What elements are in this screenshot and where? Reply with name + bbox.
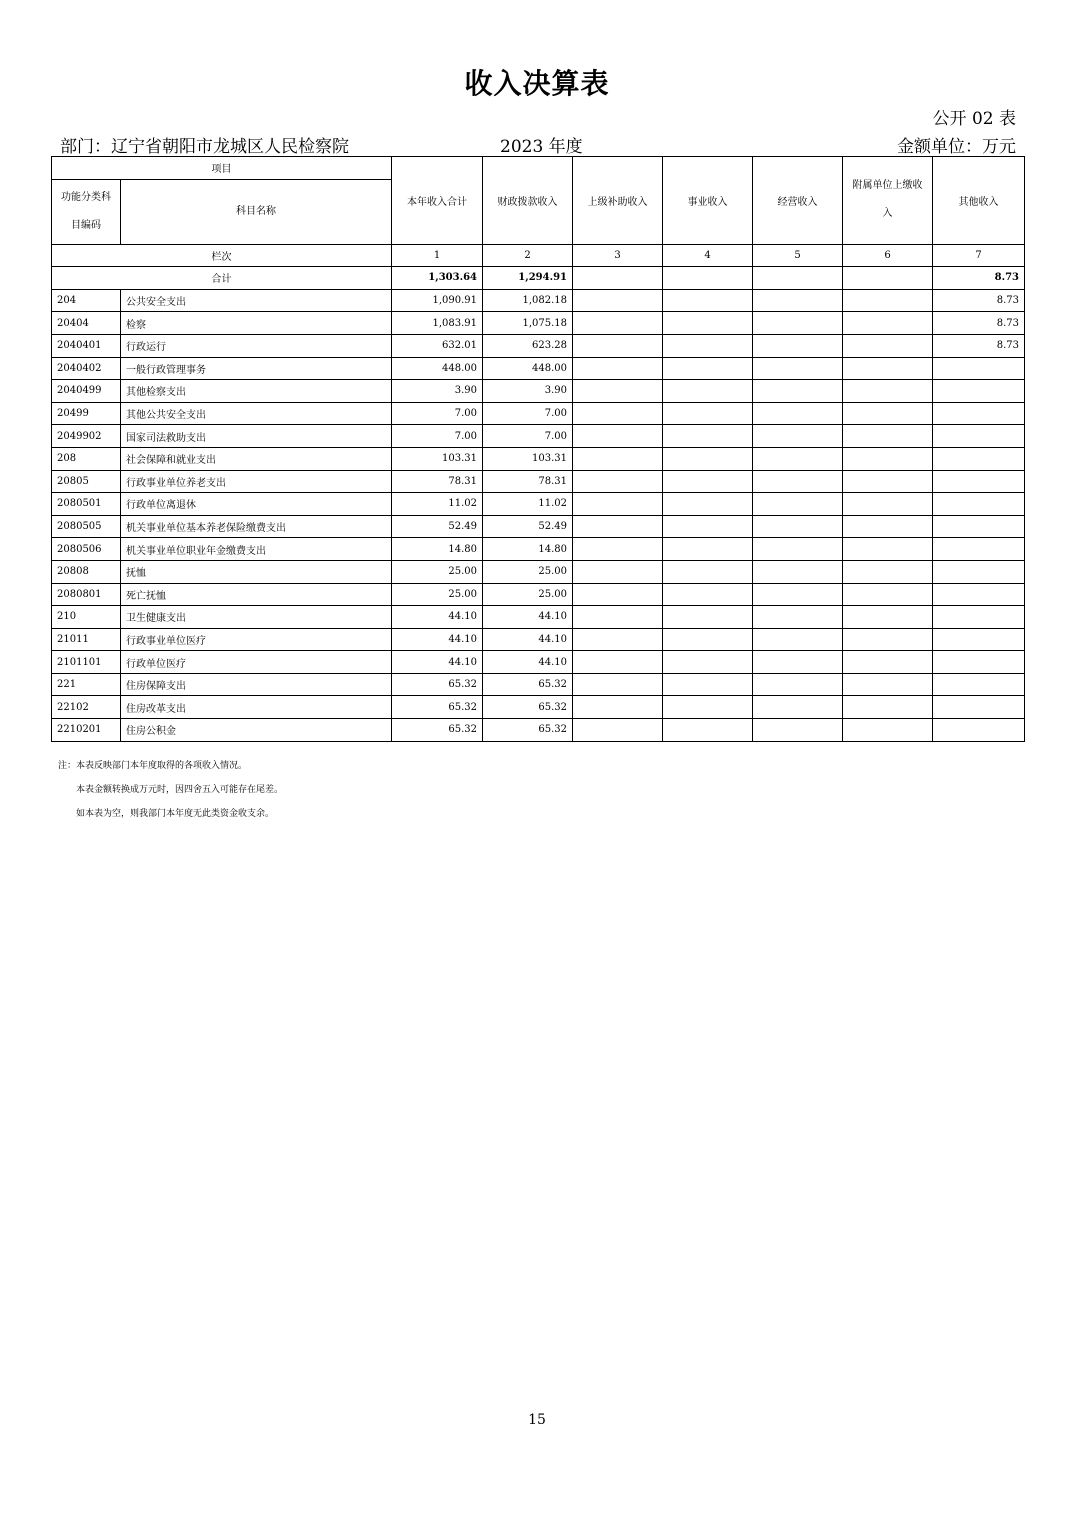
row-operating: [753, 673, 843, 696]
row-total: 632.01: [392, 334, 483, 357]
row-business: [663, 606, 753, 629]
row-name: 行政事业单位医疗: [121, 628, 392, 651]
unit-label: 金额单位：万元: [897, 137, 1016, 157]
row-total: 25.00: [392, 560, 483, 583]
row-operating: [753, 447, 843, 470]
row-superior: [573, 651, 663, 674]
row-business: [663, 357, 753, 380]
row-name: 机关事业单位基本养老保险缴费支出: [121, 515, 392, 538]
row-business: [663, 696, 753, 719]
row-other: [933, 560, 1025, 583]
table-row: [52, 538, 1025, 561]
row-operating: [753, 560, 843, 583]
row-business: [663, 493, 753, 516]
row-affiliated: [843, 312, 933, 335]
row-name: 行政单位离退休: [121, 493, 392, 516]
row-superior: [573, 493, 663, 516]
row-total: 44.10: [392, 628, 483, 651]
row-name: 一般行政管理事务: [121, 357, 392, 380]
row-code: 2040402: [52, 357, 121, 380]
row-fiscal: 3.90: [483, 380, 573, 403]
header-affiliated: 附属单位上缴收入: [843, 157, 933, 245]
row-superior: [573, 470, 663, 493]
table-row: [52, 719, 1025, 742]
row-other: [933, 425, 1025, 448]
row-code: 208: [52, 447, 121, 470]
row-affiliated: [843, 493, 933, 516]
row-code: 21011: [52, 628, 121, 651]
row-name: 公共安全支出: [121, 289, 392, 312]
row-total: 3.90: [392, 380, 483, 403]
col-num: 2: [483, 244, 573, 267]
row-total: 1,083.91: [392, 312, 483, 335]
row-business: [663, 583, 753, 606]
row-operating: [753, 583, 843, 606]
row-other: [933, 515, 1025, 538]
row-name: 抚恤: [121, 560, 392, 583]
row-affiliated: [843, 289, 933, 312]
row-affiliated: [843, 515, 933, 538]
row-operating: [753, 719, 843, 742]
sum-total: 1,303.64: [392, 267, 483, 290]
row-total: 7.00: [392, 425, 483, 448]
row-other: 8.73: [933, 334, 1025, 357]
income-table: [51, 156, 1025, 742]
row-affiliated: [843, 560, 933, 583]
row-business: [663, 719, 753, 742]
row-name: 其他公共安全支出: [121, 402, 392, 425]
row-superior: [573, 583, 663, 606]
col-num: 3: [573, 244, 663, 267]
row-business: [663, 470, 753, 493]
header-total: 本年收入合计: [392, 157, 483, 245]
row-total: 7.00: [392, 402, 483, 425]
row-superior: [573, 719, 663, 742]
row-other: [933, 628, 1025, 651]
row-superior: [573, 312, 663, 335]
row-affiliated: [843, 628, 933, 651]
row-operating: [753, 312, 843, 335]
row-superior: [573, 673, 663, 696]
note-line: 如本表为空，则我部门本年度无此类资金收支余。: [76, 809, 275, 819]
sum-other: 8.73: [933, 267, 1025, 290]
row-total: 44.10: [392, 606, 483, 629]
row-fiscal: 7.00: [483, 402, 573, 425]
meta-row: [60, 132, 1016, 157]
row-operating: [753, 628, 843, 651]
row-operating: [753, 402, 843, 425]
row-other: [933, 493, 1025, 516]
row-superior: [573, 402, 663, 425]
row-business: [663, 673, 753, 696]
row-affiliated: [843, 719, 933, 742]
row-business: [663, 425, 753, 448]
row-code: 20805: [52, 470, 121, 493]
page-number: 15: [528, 1412, 546, 1428]
row-name: 住房保障支出: [121, 673, 392, 696]
row-code: 2040401: [52, 334, 121, 357]
table-row: [52, 402, 1025, 425]
table-row: [52, 493, 1025, 516]
row-total: 52.49: [392, 515, 483, 538]
row-total: 11.02: [392, 493, 483, 516]
row-fiscal: 52.49: [483, 515, 573, 538]
row-operating: [753, 357, 843, 380]
row-business: [663, 334, 753, 357]
row-superior: [573, 606, 663, 629]
row-other: [933, 402, 1025, 425]
row-other: [933, 719, 1025, 742]
row-affiliated: [843, 470, 933, 493]
row-fiscal: 44.10: [483, 606, 573, 629]
header-superior: 上级补助收入: [573, 157, 663, 245]
row-operating: [753, 606, 843, 629]
row-business: [663, 312, 753, 335]
col-num: 5: [753, 244, 843, 267]
header-code: 功能分类科目编码: [52, 179, 121, 244]
col-num: 1: [392, 244, 483, 267]
row-name: 住房公积金: [121, 719, 392, 742]
header-project: 项目: [52, 157, 392, 180]
row-other: [933, 380, 1025, 403]
column-index-row: [52, 244, 1025, 267]
row-affiliated: [843, 538, 933, 561]
row-name: 行政事业单位养老支出: [121, 470, 392, 493]
row-total: 44.10: [392, 651, 483, 674]
table-row: [52, 583, 1025, 606]
table-row: [52, 606, 1025, 629]
sum-business: [663, 267, 753, 290]
row-superior: [573, 334, 663, 357]
row-affiliated: [843, 357, 933, 380]
row-code: 2080505: [52, 515, 121, 538]
row-code: 2101101: [52, 651, 121, 674]
col-num: 6: [843, 244, 933, 267]
row-fiscal: 65.32: [483, 696, 573, 719]
year-label: 2023 年度: [500, 137, 583, 157]
row-name: 机关事业单位职业年金缴费支出: [121, 538, 392, 561]
header-other: 其他收入: [933, 157, 1025, 245]
row-superior: [573, 357, 663, 380]
row-name: 死亡抚恤: [121, 583, 392, 606]
row-fiscal: 14.80: [483, 538, 573, 561]
row-superior: [573, 447, 663, 470]
row-superior: [573, 380, 663, 403]
row-other: 8.73: [933, 289, 1025, 312]
form-number: 公开 02 表: [932, 109, 1016, 129]
sum-operating: [753, 267, 843, 290]
row-operating: [753, 515, 843, 538]
row-affiliated: [843, 380, 933, 403]
table-row: [52, 673, 1025, 696]
row-name: 卫生健康支出: [121, 606, 392, 629]
table-row: [52, 515, 1025, 538]
sum-fiscal: 1,294.91: [483, 267, 573, 290]
row-fiscal: 448.00: [483, 357, 573, 380]
row-other: [933, 651, 1025, 674]
row-total: 65.32: [392, 696, 483, 719]
row-fiscal: 11.02: [483, 493, 573, 516]
row-business: [663, 447, 753, 470]
row-fiscal: 7.00: [483, 425, 573, 448]
row-operating: [753, 493, 843, 516]
note-line: 本表金额转换成万元时，因四舍五入可能存在尾差。: [76, 785, 284, 795]
row-code: 2040499: [52, 380, 121, 403]
row-name: 其他检察支出: [121, 380, 392, 403]
row-fiscal: 44.10: [483, 651, 573, 674]
row-code: 221: [52, 673, 121, 696]
row-code: 20808: [52, 560, 121, 583]
row-superior: [573, 696, 663, 719]
row-total: 65.32: [392, 719, 483, 742]
row-code: 2210201: [52, 719, 121, 742]
row-superior: [573, 515, 663, 538]
row-code: 2049902: [52, 425, 121, 448]
row-code: 2080506: [52, 538, 121, 561]
row-business: [663, 560, 753, 583]
row-affiliated: [843, 425, 933, 448]
row-fiscal: 1,075.18: [483, 312, 573, 335]
column-label: 栏次: [52, 244, 392, 267]
sum-row: [52, 267, 1025, 290]
row-fiscal: 623.28: [483, 334, 573, 357]
row-business: [663, 289, 753, 312]
row-code: 2080501: [52, 493, 121, 516]
row-superior: [573, 560, 663, 583]
table-row: [52, 425, 1025, 448]
row-code: 2080801: [52, 583, 121, 606]
row-other: [933, 583, 1025, 606]
header-fiscal: 财政拨款收入: [483, 157, 573, 245]
row-affiliated: [843, 583, 933, 606]
row-name: 行政运行: [121, 334, 392, 357]
header-operating: 经营收入: [753, 157, 843, 245]
row-code: 20404: [52, 312, 121, 335]
row-superior: [573, 538, 663, 561]
row-name: 行政单位医疗: [121, 651, 392, 674]
row-name: 住房改革支出: [121, 696, 392, 719]
row-fiscal: 44.10: [483, 628, 573, 651]
row-operating: [753, 696, 843, 719]
row-other: [933, 447, 1025, 470]
row-business: [663, 651, 753, 674]
table-row: [52, 289, 1025, 312]
row-other: [933, 470, 1025, 493]
row-other: [933, 538, 1025, 561]
col-num: 4: [663, 244, 753, 267]
row-other: 8.73: [933, 312, 1025, 335]
row-other: [933, 673, 1025, 696]
row-business: [663, 538, 753, 561]
row-name: 国家司法救助支出: [121, 425, 392, 448]
row-total: 25.00: [392, 583, 483, 606]
row-fiscal: 25.00: [483, 583, 573, 606]
row-name: 检察: [121, 312, 392, 335]
row-operating: [753, 470, 843, 493]
row-total: 448.00: [392, 357, 483, 380]
table-row: [52, 334, 1025, 357]
row-name: 社会保障和就业支出: [121, 447, 392, 470]
row-fiscal: 1,082.18: [483, 289, 573, 312]
row-code: 204: [52, 289, 121, 312]
row-total: 103.31: [392, 447, 483, 470]
row-business: [663, 380, 753, 403]
row-fiscal: 78.31: [483, 470, 573, 493]
row-fiscal: 65.32: [483, 673, 573, 696]
row-fiscal: 103.31: [483, 447, 573, 470]
row-total: 65.32: [392, 673, 483, 696]
row-superior: [573, 289, 663, 312]
row-code: 22102: [52, 696, 121, 719]
col-num: 7: [933, 244, 1025, 267]
table-row: [52, 560, 1025, 583]
note-line: 注：本表反映部门本年度取得的各项收入情况。: [58, 761, 248, 771]
row-affiliated: [843, 673, 933, 696]
header-name: 科目名称: [121, 179, 392, 244]
table-row: [52, 470, 1025, 493]
row-affiliated: [843, 334, 933, 357]
row-business: [663, 402, 753, 425]
row-superior: [573, 628, 663, 651]
row-operating: [753, 538, 843, 561]
table-row: [52, 357, 1025, 380]
row-total: 14.80: [392, 538, 483, 561]
row-affiliated: [843, 447, 933, 470]
row-affiliated: [843, 651, 933, 674]
table-row: [52, 447, 1025, 470]
row-affiliated: [843, 402, 933, 425]
row-other: [933, 357, 1025, 380]
sum-label: 合计: [52, 267, 392, 290]
table-row: [52, 651, 1025, 674]
sum-affiliated: [843, 267, 933, 290]
row-operating: [753, 380, 843, 403]
row-business: [663, 515, 753, 538]
row-operating: [753, 425, 843, 448]
header-business: 事业收入: [663, 157, 753, 245]
table-row: [52, 380, 1025, 403]
table-row: [52, 696, 1025, 719]
table-row: [52, 628, 1025, 651]
sum-superior: [573, 267, 663, 290]
row-code: 20499: [52, 402, 121, 425]
row-superior: [573, 425, 663, 448]
row-business: [663, 628, 753, 651]
row-fiscal: 25.00: [483, 560, 573, 583]
row-operating: [753, 651, 843, 674]
row-operating: [753, 334, 843, 357]
row-other: [933, 696, 1025, 719]
notes: [58, 754, 283, 826]
page-title: 收入决算表: [464, 67, 610, 100]
row-affiliated: [843, 606, 933, 629]
row-total: 1,090.91: [392, 289, 483, 312]
row-code: 210: [52, 606, 121, 629]
department-label: 部门：辽宁省朝阳市龙城区人民检察院: [60, 137, 349, 157]
row-other: [933, 606, 1025, 629]
row-affiliated: [843, 696, 933, 719]
row-total: 78.31: [392, 470, 483, 493]
row-operating: [753, 289, 843, 312]
row-fiscal: 65.32: [483, 719, 573, 742]
table-row: [52, 312, 1025, 335]
